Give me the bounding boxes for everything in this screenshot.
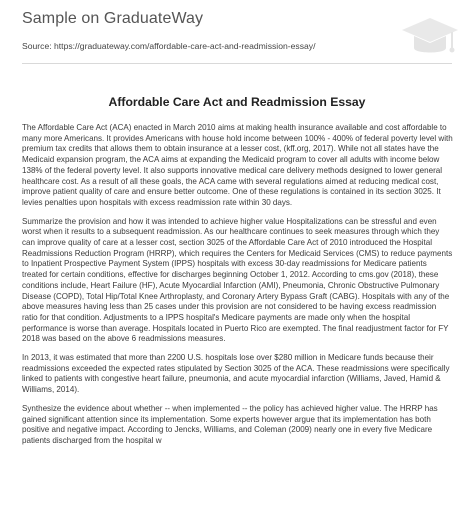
source-label: Source: [22, 41, 52, 51]
source-line [22, 41, 315, 51]
essay-title: Affordable Care Act and Readmission Essay [108, 95, 366, 109]
site-name[interactable]: Sample on GraduateWay [22, 10, 204, 27]
essay-paragraph: In 2013, it was estimated that more than 2200 U.S. hospitals lose over $280 million in Medicare funds because their readmissions exceeded the expected rates stipulated by Section 3025 of the ACA. These readmissions were specifically linked to patients with congestive heart failure, pneumonia, and acute myocardial infarction (Williams, Javed, Hamid & Williams, 2014). [22, 353, 450, 395]
essay-body [22, 123, 454, 455]
text-fade-overlay [0, 470, 474, 509]
essay-paragraph: The Affordable Care Act (ACA) enacted in March 2010 aims at making health insurance available and cost affordable to many more Americans. It provides Americans with house hold income between 100% - 400% of federal poverty level with premium tax credits that allows them to obtain insurance at a lesser cost, (kff.org, 2017). While not all states have the Medicaid expansion program, the ACA aims at expanding the Medicaid program to cover all adults with income below 138% of the federal poverty level. It also supports innovative medical care delivery methods designed to lower general healthcare cost. As a result of all these goals, the ACA came with several regulations aimed at reducing medical cost, improve patient quality of care and ensure better outcome. One of these regulations is contained in its section 3025. It levies penalties upon hospitals with excess readmission rate within 30 days. [22, 123, 453, 207]
header-divider [22, 63, 452, 64]
graduation-cap-icon [400, 14, 460, 60]
essay-paragraph: Synthesize the evidence about whether -- when implemented -- the policy has achieved higher value. The HRRP has gained significant attention since its implementation. Some experts however argue that its implementation has both positive and negative impact. According to Jencks, Williams, and Coleman (2009) nearly one in every five Medicare patients discharged from the hospital w [22, 403, 438, 445]
essay-paragraph: Summarize the provision and how it was intended to achieve higher value Hospitalizations can be stressful and even worst when it results to a subsequent readmission. As our healthcare continues to seek measures through which they can improve quality of care at a lesser cost, section 3025 of the Affordable Care Act of 2010 introduced the Hospital Readmissions Reduction Program (HRRP), which requires the Centers for Medicaid Services (CMS) to reduce payments to Inpatient Prospective Payment System (IPPS) hospitals with excess 30-day readmissions for Medicare patients treated for certain conditions, effective for discharges beginning October 1, 2012. According to cms.gov (2018), these conditions include, Heart Failure (HF), Acute Myocardial Infarction (AMI), Pneumonia, Chronic Obstructive Pulmonary Disease (COPD), Total Hip/Total Knee Arthroplasty, and Coronary Artery Bypass Graft (CABG). Hospitals with any of the above measures having less than 25 cases under this provision are not considered to be having excess readmission ratio for that condition. Adjustments to a IPPS hospital's Medicare payments are made only when the hospital performance is worse than average. Hospitals located in Puerto Rico are exempted. The final readjustment factor for FY 2018 was based on the above 6 readmissions measures. [22, 216, 453, 344]
page-header [0, 0, 474, 72]
source-url-link[interactable]: https://graduateway.com/affordable-care-act-and-readmission-essay/ [54, 41, 316, 51]
